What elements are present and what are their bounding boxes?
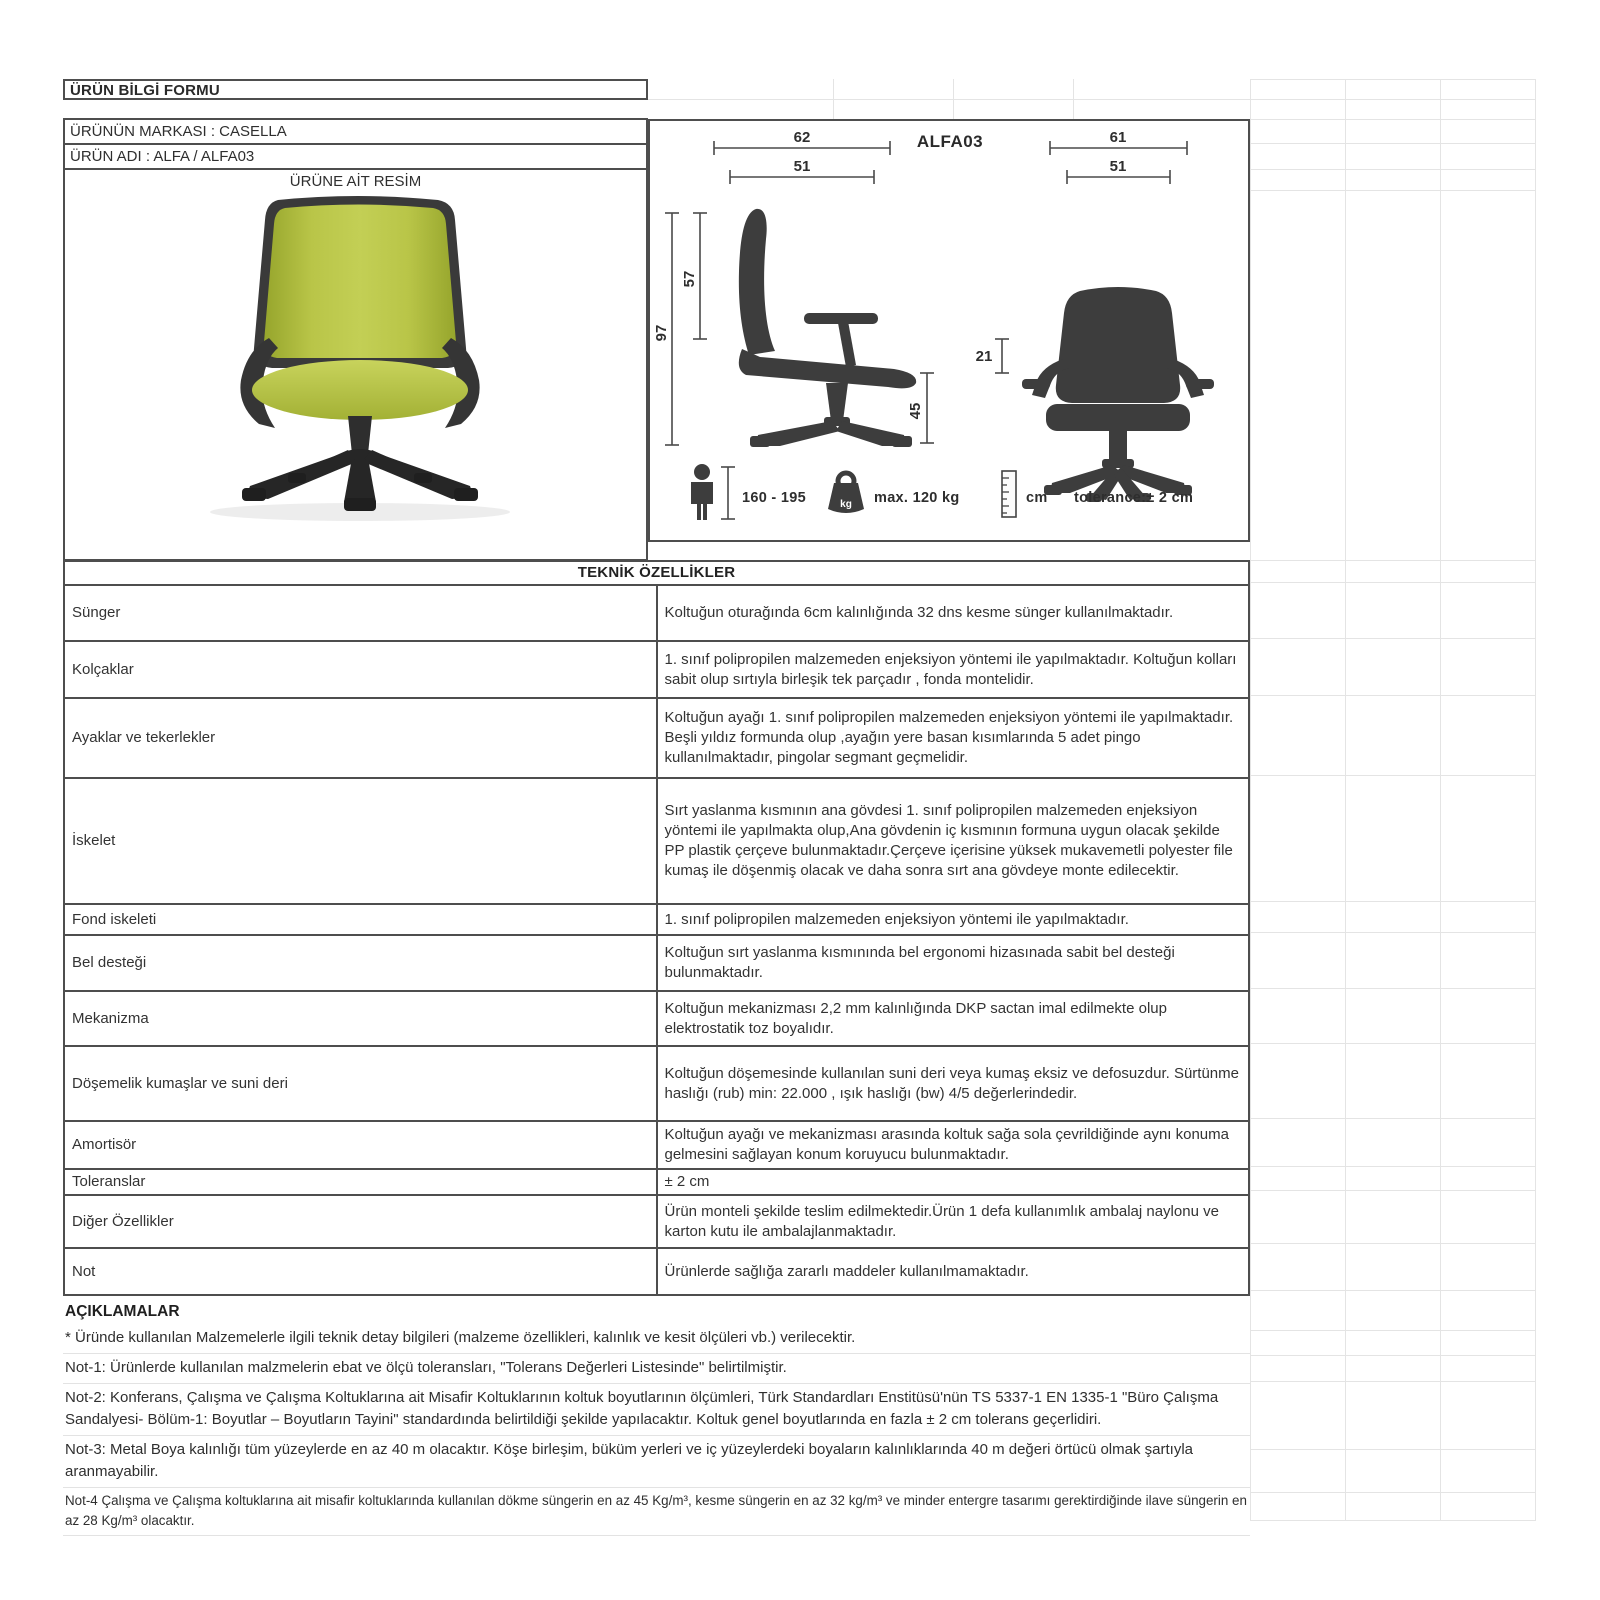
- row-label: Kolçaklar: [64, 641, 657, 698]
- table-row: [64, 935, 1249, 991]
- chair-column: [348, 416, 372, 454]
- gridline: [1250, 988, 1536, 989]
- gridline: [1250, 638, 1536, 639]
- ruler-icon: [1002, 471, 1016, 517]
- gridline: [1250, 1355, 1536, 1356]
- technical-drawing-panel: [648, 119, 1250, 542]
- gridline: [1440, 79, 1441, 1520]
- gridline: [1345, 79, 1346, 1520]
- gridline: [648, 99, 1536, 100]
- brand-text: ÜRÜNÜN MARKASI : CASELLA: [70, 123, 287, 140]
- row-label: Not: [64, 1248, 657, 1295]
- row-label: İskelet: [64, 778, 657, 904]
- row-label: Mekanizma: [64, 991, 657, 1046]
- row-value: Koltuğun mekanizması 2,2 mm kalınlığında DKP sactan imal edilmekte olup elektrostatik toz boyalıdır.: [657, 991, 1250, 1046]
- gridline: [1250, 79, 1536, 80]
- gridline: [1250, 190, 1536, 191]
- gridline: [1250, 901, 1536, 902]
- notes-section: [63, 1301, 1250, 1536]
- dimension-line-21: [976, 339, 1009, 373]
- table-row: [64, 641, 1249, 698]
- gridline: [1250, 1290, 1536, 1291]
- gridline: [1250, 169, 1536, 170]
- row-value: 1. sınıf polipropilen malzemeden enjeksiyon yöntemi ile yapılmaktadır.: [657, 904, 1250, 935]
- weight-icon: [828, 473, 864, 513]
- person-icon: [691, 464, 713, 520]
- row-label: Amortisör: [64, 1121, 657, 1169]
- dimension-line-51-back: [1067, 158, 1170, 184]
- gridline: [1250, 775, 1536, 776]
- row-value: ± 2 cm: [657, 1169, 1250, 1195]
- table-row: [64, 585, 1249, 641]
- dimension-line-61: [1050, 129, 1187, 155]
- gridline: [1250, 1381, 1536, 1382]
- person-height-label: 160 - 195: [742, 490, 806, 506]
- gridline: [1250, 1190, 1536, 1191]
- table-row: [64, 1248, 1249, 1295]
- row-value: Koltuğun oturağında 6cm kalınlığında 32 dns kesme sünger kullanılmaktadır.: [657, 585, 1250, 641]
- table-row: [64, 991, 1249, 1046]
- ruler-unit-label: cm: [1026, 490, 1048, 506]
- gridline: [1250, 143, 1536, 144]
- row-label: Diğer Özellikler: [64, 1195, 657, 1248]
- row-label: Sünger: [64, 585, 657, 641]
- gridline: [1535, 79, 1536, 1520]
- table-row: [64, 778, 1249, 904]
- row-label: Döşemelik kumaşlar ve suni deri: [64, 1046, 657, 1121]
- table-row: [64, 698, 1249, 778]
- gridline: [1250, 79, 1251, 1520]
- person-height-dimension: [721, 467, 735, 519]
- gridline: [1250, 1330, 1536, 1331]
- gridline: [1250, 1118, 1536, 1119]
- gridline: [1250, 1449, 1536, 1450]
- chair-seat: [252, 360, 468, 420]
- table-row: [64, 1121, 1249, 1169]
- chair-back-mesh: [264, 205, 456, 359]
- model-label: ALFA03: [916, 132, 984, 151]
- chair-back-silhouette: [1022, 287, 1214, 502]
- row-value: Koltuğun ayağı 1. sınıf polipropilen malzemeden enjeksiyon yöntemi ile yapılmaktadır. Beşli yıldız formunda olup ,ayağın yere basan kısımlarında 5 adet pingo kullanılmaktadır, pingolar segmant geçmelidir.: [657, 698, 1250, 778]
- brand-row: [63, 118, 648, 145]
- row-value: Sırt yaslanma kısmının ana gövdesi 1. sınıf polipropilen malzemeden enjeksiyon yöntemi ile yapılmakta olup,Ana gövdenin iç kısmının formuna uygun olacak şekilde PP plastik çerçeve bulunmaktadır.Çerçeve içerisine yüksek mukavemetli polyester file kumaş ile döşenmiş olacak ve daha sonra sırt ana gövdeye monte edilecektir.: [657, 778, 1250, 904]
- chair-base: [242, 450, 478, 511]
- note-item: Not-4 Çalışma ve Çalışma koltuklarına ait misafir koltuklarında kullanılan dökme süngerin en az 45 Kg/m³, kesme süngerin en az 32 kg/m³ ve minder entergre tasarımı gerektirdiğinde ilave süngerin en az 28 Kg/m³ olacaktır.: [63, 1488, 1250, 1536]
- product-name-text: ÜRÜN ADI : ALFA / ALFA03: [70, 148, 255, 165]
- notes-header: AÇIKLAMALAR: [65, 1303, 180, 1320]
- dimension-label: 62: [793, 129, 811, 146]
- dimension-line-97: [653, 213, 679, 445]
- gridline: [1250, 560, 1536, 561]
- row-label: Ayaklar ve tekerlekler: [64, 698, 657, 778]
- weight-icon-kg-badge: kg: [840, 499, 852, 510]
- row-value: Ürün monteli şekilde teslim edilmektedir.Ürün 1 defa kullanımlık ambalaj naylonu ve karton kutu ile ambalajlanmaktadır.: [657, 1195, 1250, 1248]
- spec-table: [63, 560, 1250, 1296]
- dimension-label: 45: [907, 402, 924, 420]
- dimension-label: 97: [653, 324, 670, 342]
- gridline: [1250, 1043, 1536, 1044]
- table-row: [64, 1046, 1249, 1121]
- note-item: Not-3: Metal Boya kalınlığı tüm yüzeylerde en az 40 m olacaktır. Köşe birleşim, büküm yerleri ve iç yüzeylerdeki boyaların kalınlıklarında 40 m değeri örtücü olmak şartıyla aranmayabilir.: [63, 1436, 1250, 1488]
- table-row: [64, 1195, 1249, 1248]
- gridline: [1250, 582, 1536, 583]
- gridline: [1250, 1520, 1536, 1521]
- gridline: [1250, 1243, 1536, 1244]
- row-label: Fond iskeleti: [64, 904, 657, 935]
- dimension-line-62: [714, 129, 890, 155]
- table-row: [64, 904, 1249, 935]
- page-title-text: ÜRÜN BİLGİ FORMU: [70, 82, 220, 99]
- note-item: Not-1: Ürünlerde kullanılan malzmelerin ebat ve ölçü toleransları, "Tolerans Değerleri Listesinde" belirtilmiştir.: [63, 1354, 1250, 1384]
- table-row: [64, 1169, 1249, 1195]
- gridline: [1250, 932, 1536, 933]
- note-item: Not-2: Konferans, Çalışma ve Çalışma Koltuklarına ait Misafir Koltuklarının koltuk boyutlarının ölçümleri, Türk Standardları Enstitüsü'nün TS 5337-1 EN 1335-1 "Büro Çalışma Sandalyesi- Bölüm-1: Boyutlar – Boyutların Tayini" standardında belirtildiği şekilde yapılacaktır. Koltuk genel boyutlarında en fazla ± 2 cm tolerans geçerlidiri.: [63, 1384, 1250, 1436]
- note-item: * Üründe kullanılan Malzemelerle ilgili teknik detay bilgileri (malzeme özellikleri, kalınlık ve kesit ölçüleri vb.) verilecektir.: [63, 1324, 1250, 1354]
- spec-table-header: TEKNİK ÖZELLİKLER: [64, 561, 1249, 585]
- spec-table-header-row: [64, 561, 1249, 585]
- row-value: Koltuğun ayağı ve mekanizması arasında koltuk sağa sola çevrildiğinde aynı konuma gelmesini sağlayan konum koruyucu bulunmaktadır.: [657, 1121, 1250, 1169]
- dimension-label: 61: [1109, 129, 1127, 146]
- row-value: Koltuğun döşemesinde kullanılan suni deri veya kumaş eksiz ve defosuzdur. Sürtünme haslığı (rub) min: 22.000 , ışık haslığı (bw) 4/5 değerlerindedir.: [657, 1046, 1250, 1121]
- dimension-label: 51: [1109, 158, 1127, 175]
- gridline: [1250, 695, 1536, 696]
- gridline: [1250, 1492, 1536, 1493]
- row-value: Ürünlerde sağlığa zararlı maddeler kullanılmamaktadır.: [657, 1248, 1250, 1295]
- product-name-row: [63, 143, 648, 170]
- dimension-label: 57: [681, 270, 698, 288]
- dimension-label: 51: [793, 158, 811, 175]
- gridline: [1250, 119, 1536, 120]
- gridline: [1250, 1166, 1536, 1167]
- page-title: [63, 79, 648, 100]
- dimension-line-51-side: [730, 158, 874, 184]
- photo-caption: ÜRÜNE AİT RESİM: [289, 173, 422, 190]
- chair-side-silhouette: [739, 209, 916, 447]
- dimension-label: 21: [975, 348, 993, 365]
- row-value: 1. sınıf polipropilen malzemeden enjeksiyon yöntemi ile yapılmaktadır. Koltuğun kolları sabit olup sırtıyla birleşik tek parçadır , fonda montelidir.: [657, 641, 1250, 698]
- dimension-line-57: [681, 213, 707, 339]
- row-label: Toleranslar: [64, 1169, 657, 1195]
- row-value: Koltuğun sırt yaslanma kısmınında bel ergonomi hizasınada sabit bel desteği bulunmaktadır.: [657, 935, 1250, 991]
- tolerance-label: tolerance:± 2 cm: [1074, 490, 1194, 506]
- max-weight-label: max. 120 kg: [874, 490, 960, 506]
- product-photo-panel: [63, 168, 648, 561]
- product-photo: [65, 192, 646, 554]
- technical-drawing: [650, 121, 1248, 540]
- row-label: Bel desteği: [64, 935, 657, 991]
